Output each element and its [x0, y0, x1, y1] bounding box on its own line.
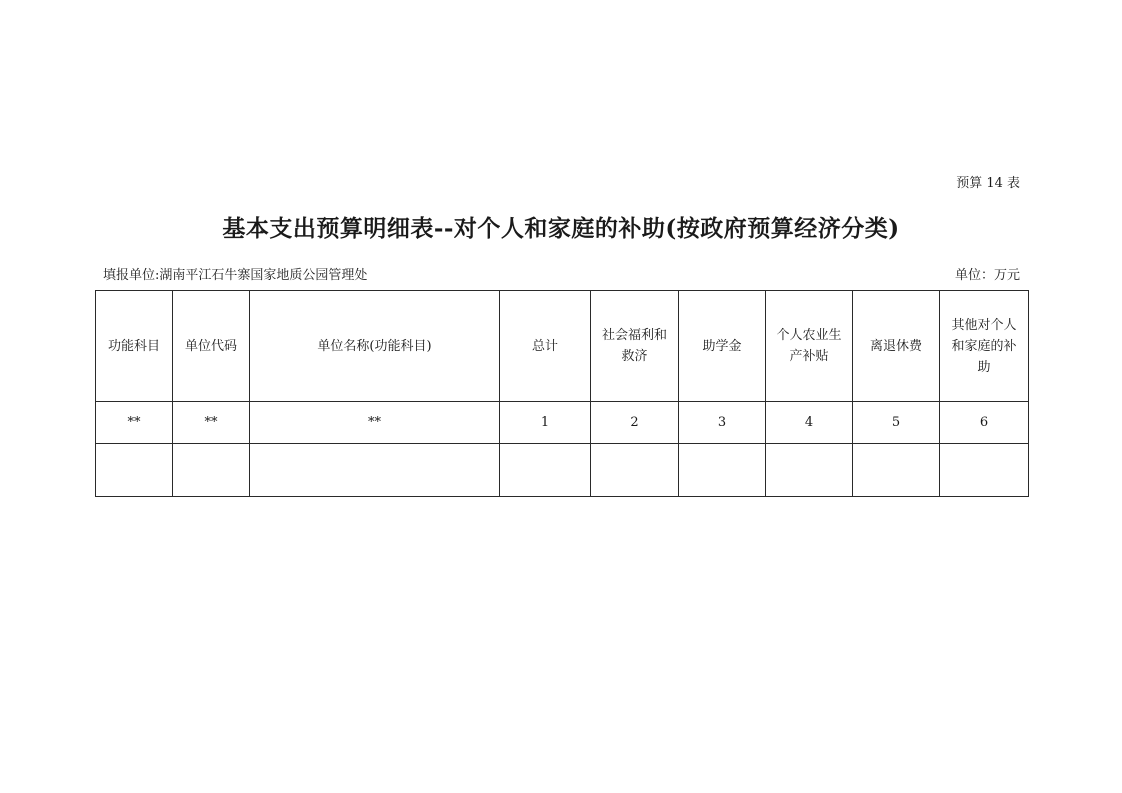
- table-cell: **: [96, 402, 173, 444]
- table-cell: [940, 444, 1029, 497]
- currency-unit: 单位：万元: [954, 268, 1020, 283]
- table-cell: 2: [591, 402, 679, 444]
- table-cell: [500, 444, 591, 497]
- table-cell: 1: [500, 402, 591, 444]
- table-cell: [766, 444, 853, 497]
- column-header: 社会福利和救济: [591, 291, 679, 402]
- column-header: 功能科目: [96, 291, 173, 402]
- table-cell: 4: [766, 402, 853, 444]
- table-header-row: [96, 291, 1029, 402]
- table-cell: 6: [940, 402, 1029, 444]
- column-header: 助学金: [679, 291, 766, 402]
- table-cell: [96, 444, 173, 497]
- column-header: 单位代码: [173, 291, 250, 402]
- column-header: 个人农业生产补贴: [766, 291, 853, 402]
- table-cell: **: [173, 402, 250, 444]
- column-header: 总计: [500, 291, 591, 402]
- unit-info-row: [103, 264, 1020, 283]
- column-header: 离退休费: [853, 291, 940, 402]
- column-header: 单位名称(功能科目): [250, 291, 500, 402]
- table-cell: [679, 444, 766, 497]
- table-cell: **: [250, 402, 500, 444]
- table-cell: 5: [853, 402, 940, 444]
- table-cell: 3: [679, 402, 766, 444]
- table-row: [96, 402, 1029, 444]
- column-header: 其他对个人和家庭的补助: [940, 291, 1029, 402]
- table-cell: [591, 444, 679, 497]
- reporting-unit: 填报单位:湖南平江石牛寨国家地质公园管理处: [103, 268, 368, 283]
- table-cell: [173, 444, 250, 497]
- page-title: 基本支出预算明细表--对个人和家庭的补助(按政府预算经济分类): [222, 215, 900, 242]
- table-row: [96, 444, 1029, 497]
- table-number: 预算 14 表: [956, 176, 1020, 191]
- table-cell: [250, 444, 500, 497]
- budget-table: [95, 290, 1029, 497]
- table-cell: [853, 444, 940, 497]
